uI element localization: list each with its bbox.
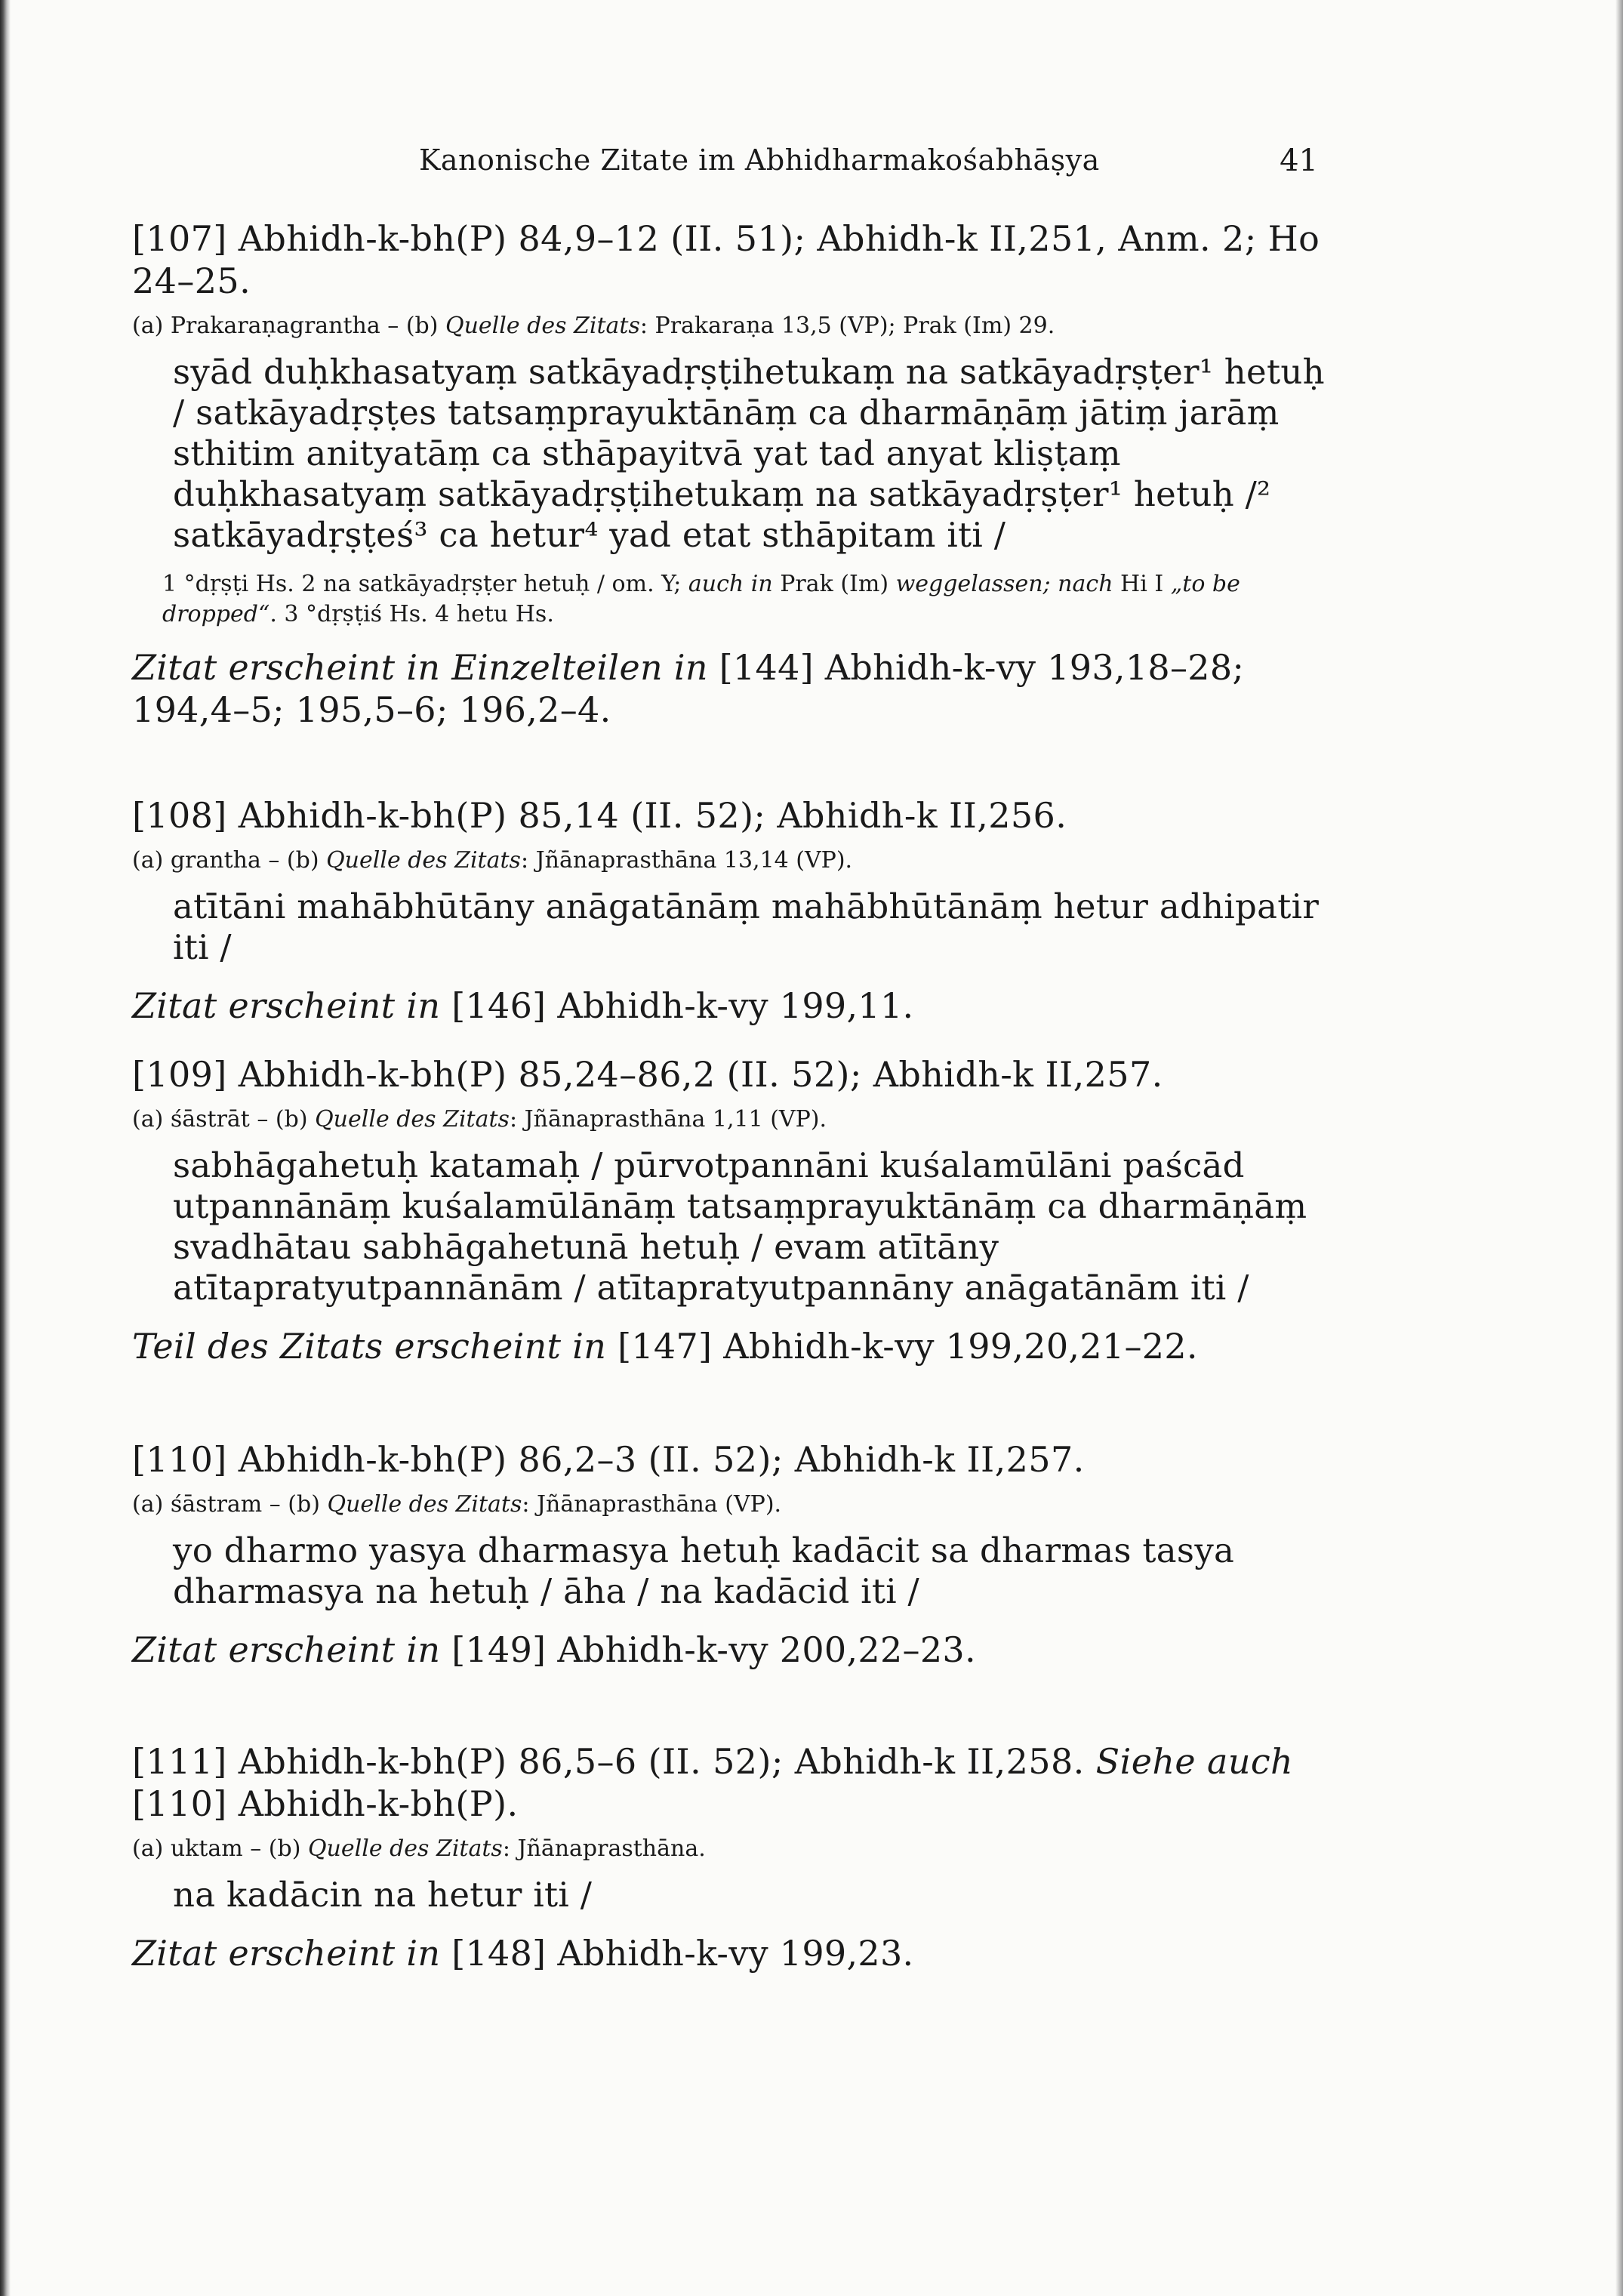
appears-reference: [149] Abhidh-k-vy 200,22–23.	[440, 1629, 976, 1670]
appears-label: Zitat erscheint in	[132, 1629, 441, 1670]
quote-text: syād duḥkhasatyaṃ satkāyadṛṣṭihetukaṃ na satkāyadṛṣṭer¹ hetuḥ / satkāyadṛṣṭes tatsaṃprayuktānāṃ ca dharmāṇāṃ jātiṃ jarāṃ sthitim anityatāṃ ca sthāpayitvā yat tad anyat kliṣṭaṃ duḥkhasatyaṃ satkāyadṛṣṭihetukaṃ na satkāyadṛṣṭer¹ hetuḥ /² satkāyadṛṣṭeś³ ca hetur⁴ yad etat sthāpitam iti /	[173, 352, 1325, 555]
entry-reference	[132, 1740, 1325, 1825]
quote-text: atītāni mahābhūtāny anāgatānāṃ mahābhūtānāṃ hetur adhipatir iti /	[173, 886, 1320, 967]
entry-111	[132, 1740, 1325, 1974]
meta-source: : Jñānaprasthāna.	[502, 1835, 706, 1862]
appears-label: Teil des Zitats erscheint in	[132, 1326, 607, 1367]
quote-text: yo dharmo yasya dharmasya hetuḥ kadācit sa dharmas tasya dharmasya na hetuḥ / āha / na kadācid iti /	[173, 1530, 1235, 1611]
note-part: auch in	[688, 571, 773, 597]
entry-107	[132, 217, 1325, 731]
meta-source: : Prakaraṇa 13,5 (VP); Prak (Im) 29.	[639, 313, 1055, 339]
entry-reference	[132, 1438, 1325, 1481]
appears-reference: [148] Abhidh-k-vy 199,23.	[440, 1933, 914, 1974]
quote-text: na kadācin na hetur iti /	[173, 1875, 593, 1915]
entry-citation: Abhidh-k-bh(P) 86,2–3 (II. 52); Abhidh-k II,257.	[238, 1439, 1085, 1480]
meta-label: Quelle des Zitats	[315, 1106, 510, 1133]
entry-110	[132, 1438, 1325, 1671]
appears-reference: [144] Abhidh-k-vy 193,18–28; 194,4–5; 195,5–6; 196,2–4.	[132, 647, 1245, 730]
entry-number: [111]	[132, 1741, 227, 1782]
appears-in	[132, 1932, 1325, 1974]
entry-reference	[132, 217, 1325, 302]
appears-in	[132, 1629, 1325, 1671]
quote-text: sabhāgahetuḥ katamaḥ / pūrvotpannāni kuśalamūlāni paścād utpannānāṃ kuśalamūlānāṃ tatsaṃprayuktānāṃ ca dharmāṇāṃ svadhātau sabhāgahetunā hetuḥ / evam atītāny atītapratyutpannānām / atītapratyutpannāny anāgatānām iti /	[173, 1145, 1307, 1308]
appears-in	[132, 985, 1325, 1027]
entry-meta	[132, 846, 1325, 876]
entry-number: [107]	[132, 218, 227, 259]
meta-grantha: (a) uktam – (b)	[132, 1835, 308, 1862]
entry-reference	[132, 1053, 1325, 1096]
entry-meta	[132, 1834, 1325, 1864]
note-part: 1 °dṛṣṭi Hs. 2 na satkāyadṛṣṭer hetuḥ / om. Y;	[162, 571, 688, 597]
meta-label: Quelle des Zitats	[307, 1835, 503, 1862]
entry-108	[132, 794, 1325, 1027]
note-part: . 3 °dṛṣṭiś Hs. 4 hetu Hs.	[269, 601, 554, 627]
entry-number: [108]	[132, 795, 227, 836]
appears-in	[132, 1325, 1325, 1367]
appears-in	[132, 646, 1325, 731]
running-head: Kanonische Zitate im Abhidharmakośabhāṣya	[419, 143, 1100, 177]
entry-citation-cont: [110] Abhidh-k-bh(P).	[132, 1783, 519, 1824]
meta-grantha: (a) śāstram – (b)	[132, 1491, 328, 1518]
page-number: 41	[1280, 143, 1318, 178]
entry-meta	[132, 311, 1325, 341]
entry-meta	[132, 1490, 1325, 1520]
appears-label: Zitat erscheint in	[132, 1933, 441, 1974]
appears-reference: [147] Abhidh-k-vy 199,20,21–22.	[606, 1326, 1198, 1367]
meta-grantha: (a) grantha – (b)	[132, 847, 327, 874]
appears-label: Zitat erscheint in Einzelteilen in	[132, 647, 708, 688]
entry-citation: Abhidh-k-bh(P) 85,14 (II. 52); Abhidh-k II,256.	[238, 795, 1067, 836]
siehe-auch: Siehe auch	[1095, 1741, 1294, 1782]
meta-source: : Jñānaprasthāna 1,11 (VP).	[509, 1106, 827, 1133]
note-part: weggelassen; nach	[895, 571, 1113, 597]
entry-meta	[132, 1105, 1325, 1135]
note-part: Hi I	[1113, 571, 1171, 597]
entry-citation: Abhidh-k-bh(P) 85,24–86,2 (II. 52); Abhidh-k II,257.	[238, 1054, 1163, 1095]
entry-citation: Abhidh-k-bh(P) 86,5–6 (II. 52); Abhidh-k II,258.	[238, 1741, 1096, 1782]
meta-grantha: (a) śāstrāt – (b)	[132, 1106, 316, 1133]
meta-grantha: (a) Prakaraṇagrantha – (b)	[132, 313, 445, 339]
meta-label: Quelle des Zitats	[326, 847, 521, 874]
meta-label: Quelle des Zitats	[327, 1491, 522, 1518]
appears-label: Zitat erscheint in	[132, 985, 441, 1026]
appears-reference: [146] Abhidh-k-vy 199,11.	[440, 985, 914, 1026]
meta-label: Quelle des Zitats	[445, 313, 640, 339]
meta-source: : Jñānaprasthāna 13,14 (VP).	[520, 847, 853, 874]
entry-109	[132, 1053, 1325, 1367]
meta-source: : Jñānaprasthāna (VP).	[522, 1491, 782, 1518]
entry-number: [109]	[132, 1054, 227, 1095]
entry-citation: Abhidh-k-bh(P) 84,9–12 (II. 51); Abhidh-k II,251, Anm. 2; Ho 24–25.	[132, 218, 1320, 301]
entry-number: [110]	[132, 1439, 227, 1480]
footnotes	[132, 569, 1325, 630]
note-part: „to be dropped“	[162, 571, 1240, 627]
note-part: Prak (Im)	[772, 571, 896, 597]
entry-reference	[132, 794, 1325, 837]
